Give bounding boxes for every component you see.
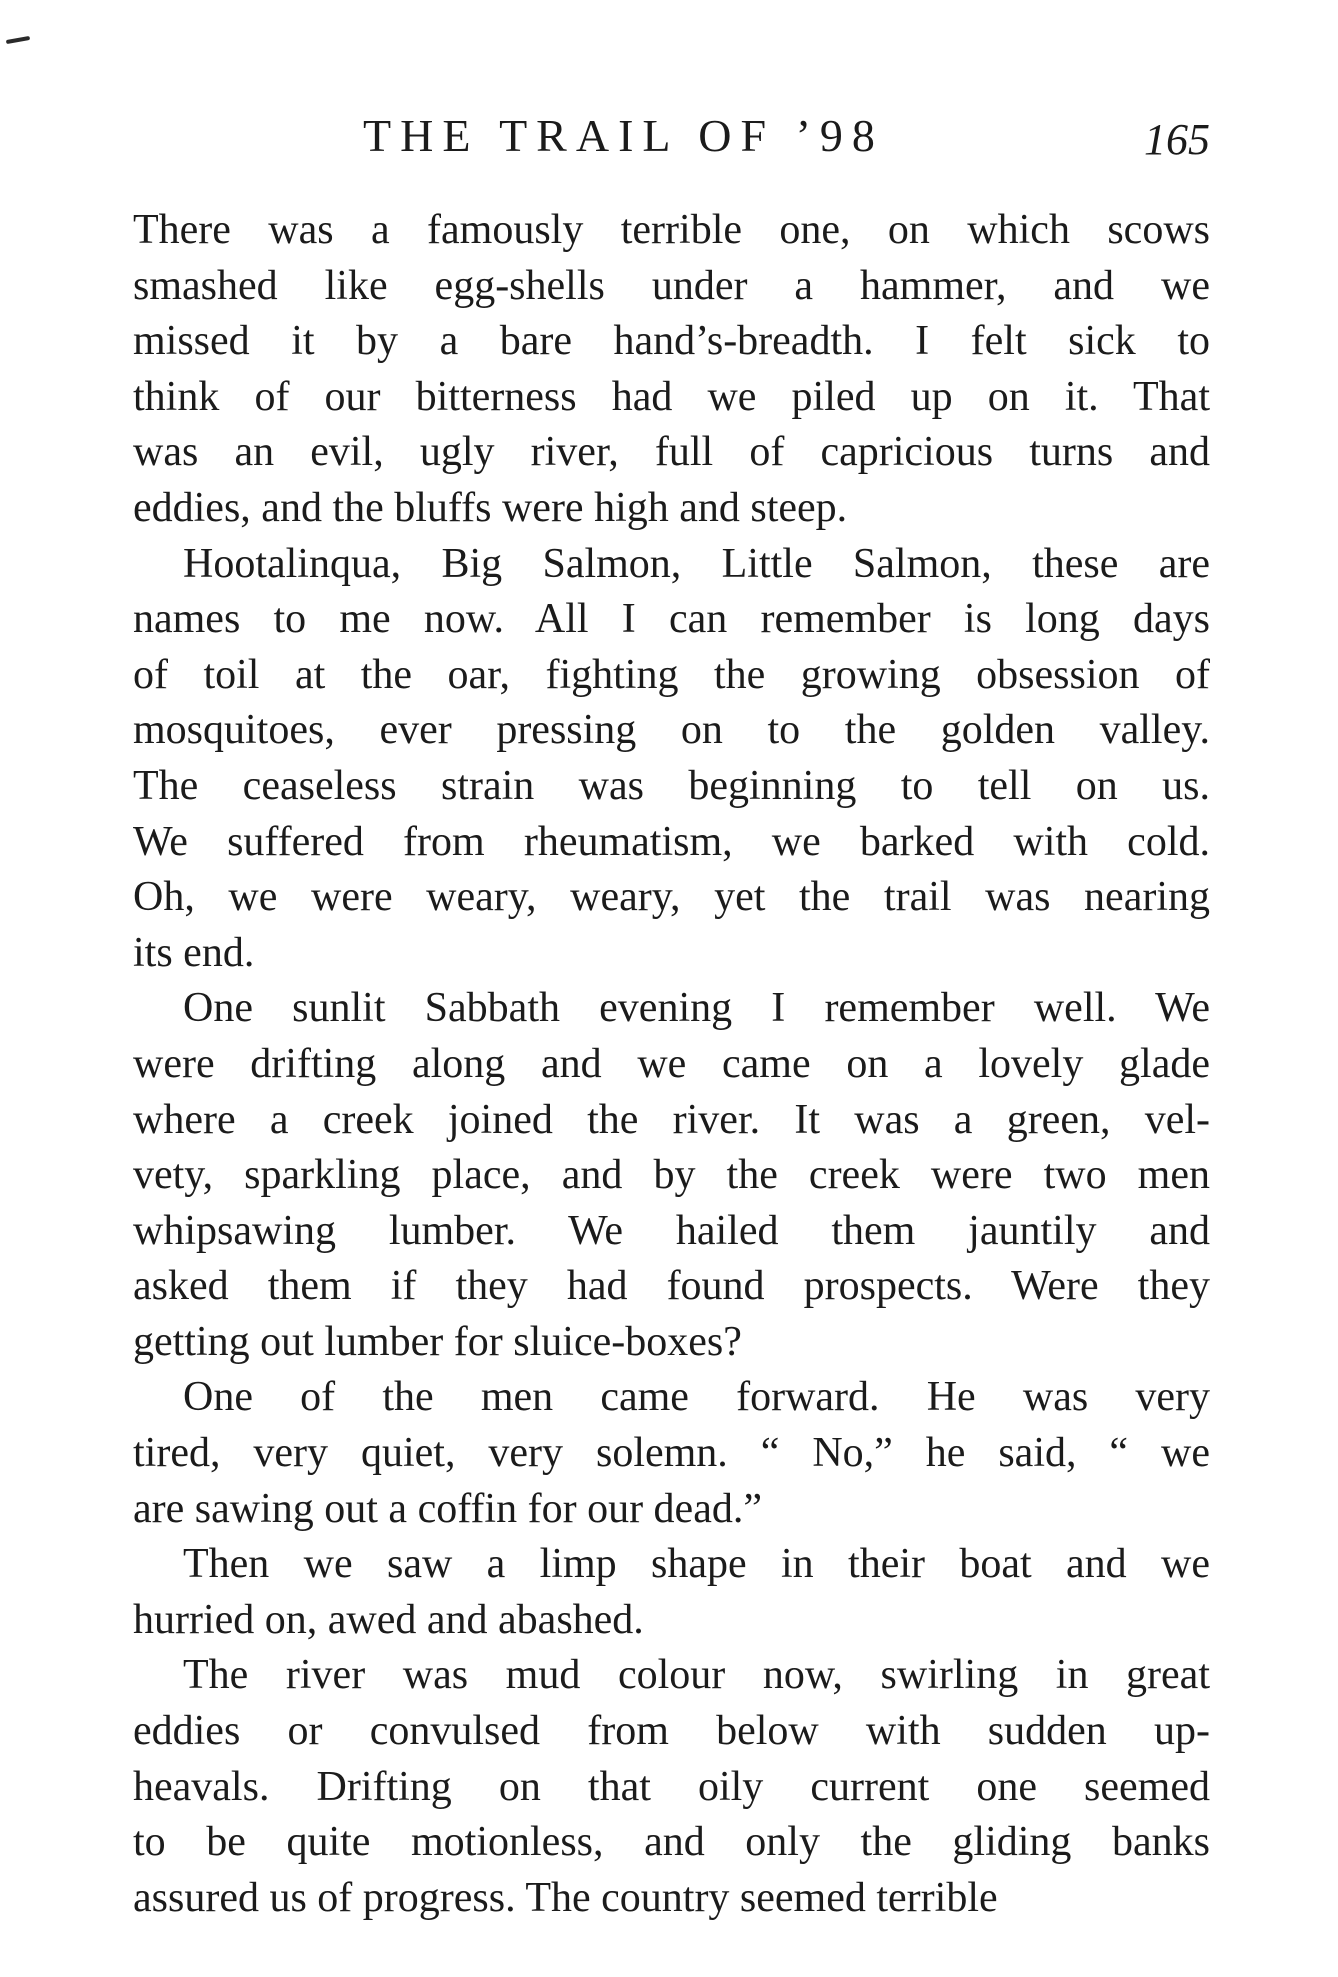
text-line: think of our bitterness had we piled up on it. That: [133, 373, 1210, 420]
paragraph: [133, 203, 1210, 537]
running-head: [133, 104, 1210, 176]
paragraph: [133, 1537, 1210, 1648]
text-line: of toil at the oar, fighting the growing obsession of: [133, 651, 1210, 698]
scan-artifact-mark: [6, 36, 30, 44]
paragraph: [133, 981, 1210, 1370]
text-line: was an evil, ugly river, full of capricious turns and: [133, 429, 1210, 476]
text-line: were drifting along and we came on a lovely glade: [133, 1040, 1210, 1087]
text-line: We suffered from rheumatism, we barked with cold.: [133, 818, 1210, 865]
text-line: One sunlit Sabbath evening I remember well. We: [183, 985, 1210, 1032]
text-line: hurried on, awed and abashed.: [133, 1596, 644, 1643]
text-line: There was a famously terrible one, on which scows: [133, 207, 1210, 253]
paragraph: [133, 537, 1210, 982]
paragraph: [133, 1370, 1210, 1537]
text-line: Hootalinqua, Big Salmon, Little Salmon, these are: [183, 540, 1210, 587]
text-line: names to me now. All I can remember is long days: [133, 596, 1210, 643]
text-line: mosquitoes, ever pressing on to the golden valley.: [133, 707, 1210, 754]
text-line: eddies, and the bluffs were high and steep.: [133, 484, 848, 531]
text-line: where a creek joined the river. It was a green, vel-: [133, 1096, 1210, 1143]
text-line: asked them if they had found prospects. Were they: [133, 1263, 1210, 1310]
text-line: One of the men came forward. He was very: [183, 1374, 1210, 1421]
text-line: whipsawing lumber. We hailed them jauntily and: [133, 1207, 1210, 1254]
text-line: tired, very quiet, very solemn. “ No,” he said, “ we: [133, 1430, 1210, 1477]
text-line: are sawing out a coffin for our dead.”: [133, 1485, 762, 1532]
page-number: 165: [1144, 115, 1210, 164]
text-line: Then we saw a limp shape in their boat and we: [183, 1541, 1210, 1588]
text-line: getting out lumber for sluice-boxes?: [133, 1318, 742, 1365]
paragraph: [133, 1648, 1210, 1926]
text-line: eddies or convulsed from below with sudden up-: [133, 1708, 1210, 1755]
text-line: to be quite motionless, and only the gliding banks: [133, 1819, 1210, 1866]
text-line: Oh, we were weary, weary, yet the trail was nearing: [133, 874, 1210, 921]
text-line: smashed like egg-shells under a hammer, and we: [133, 262, 1210, 309]
running-title: THE TRAIL OF ’98: [363, 110, 884, 161]
text-line: its end.: [133, 929, 255, 976]
text-line: missed it by a bare hand’s-breadth. I felt sick to: [133, 318, 1210, 365]
text-line: heavals. Drifting on that oily current one seemed: [133, 1763, 1210, 1810]
text-line: assured us of progress. The country seemed terrible: [133, 1874, 998, 1921]
text-line: vety, sparkling place, and by the creek were two men: [133, 1152, 1210, 1199]
text-line: The ceaseless strain was beginning to tell on us.: [133, 762, 1210, 809]
text-line: The river was mud colour now, swirling in great: [183, 1652, 1210, 1699]
body-text: [133, 203, 1210, 1926]
